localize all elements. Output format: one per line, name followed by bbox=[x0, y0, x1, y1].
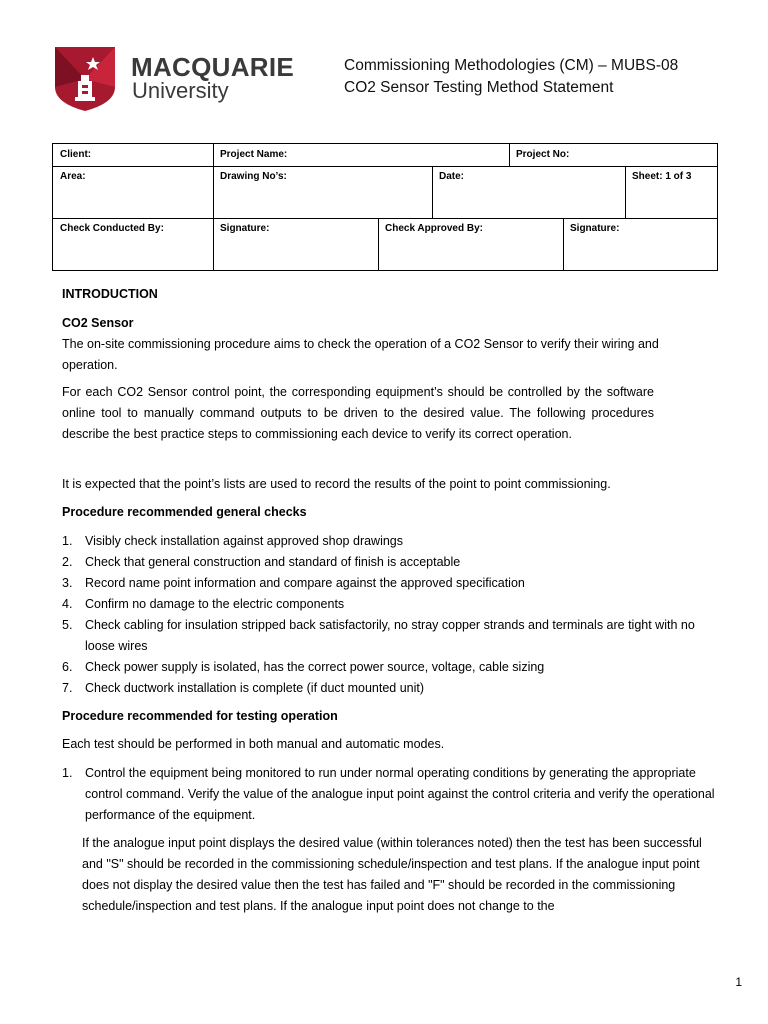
page-number: 1 bbox=[735, 975, 742, 989]
intro-paragraph: The on-site commissioning procedure aims to check the operation of a CO2 Sensor to verify their wiring and operation. bbox=[62, 337, 659, 372]
list-number: 7. bbox=[62, 681, 73, 695]
list-text: Visibly check installation against approved shop drawings bbox=[85, 534, 404, 548]
list-item bbox=[62, 531, 717, 552]
signature-label: Signature: bbox=[570, 223, 620, 234]
list-text: Record name point information and compare against the approved specification bbox=[85, 576, 525, 590]
list-number: 2. bbox=[62, 555, 73, 569]
macquarie-shield-icon bbox=[55, 47, 115, 111]
check-approved-by-label: Check Approved By: bbox=[385, 223, 483, 234]
co2-sensor-heading: CO2 Sensor bbox=[62, 316, 134, 330]
document-title bbox=[344, 55, 678, 99]
list-number: 6. bbox=[62, 660, 73, 674]
general-checks-heading: Procedure recommended general checks bbox=[62, 505, 307, 519]
list-text: Control the equipment being monitored to run under normal operating conditions by generating the appropriate control command. Verify the value of the analogue input point against the control criteria and verify the operational performance of the equipment. bbox=[85, 766, 715, 822]
project-no-label: Project No: bbox=[516, 149, 570, 160]
logo-wordmark: MACQUARIE bbox=[131, 52, 295, 82]
drawing-nos-label: Drawing No’s: bbox=[220, 171, 287, 182]
list-item bbox=[62, 763, 717, 826]
document-title-line2: CO2 Sensor Testing Method Statement bbox=[344, 79, 614, 96]
list-item bbox=[62, 657, 717, 678]
list-number: 5. bbox=[62, 618, 73, 632]
testing-operation-heading: Procedure recommended for testing operation bbox=[62, 709, 338, 723]
table-divider bbox=[53, 166, 717, 167]
area-label: Area: bbox=[60, 171, 86, 182]
introduction-heading: INTRODUCTION bbox=[62, 287, 158, 301]
list-item bbox=[62, 552, 717, 573]
header-info-table bbox=[52, 143, 718, 271]
intro-paragraph: For each CO2 Sensor control point, the corresponding equipment’s should be controlled by the software online tool to manually command outputs to be driven to the desired value. The following procedures describe the best practice steps to commissioning each device to verify its correct operation. bbox=[62, 385, 654, 441]
list-number: 1. bbox=[62, 534, 73, 548]
list-item bbox=[62, 615, 717, 657]
list-text: Check power supply is isolated, has the correct power source, voltage, cable sizing bbox=[85, 660, 545, 674]
client-label: Client: bbox=[60, 149, 92, 160]
date-label: Date: bbox=[439, 171, 465, 182]
testing-result-paragraph: If the analogue input point displays the desired value (within tolerances noted) then the test has been successful and "S" should be recorded in the commissioning schedule/inspection and test plans. If the analogue input point does not display the desired value then the test has failed and "F" should be recorded in the commissioning schedule/inspection and test plans. If the analogue input point does not change to the bbox=[82, 836, 702, 913]
document-title-line1: Commissioning Methodologies (CM) – MUBS-08 bbox=[344, 57, 679, 74]
list-text: Check ductwork installation is complete (if duct mounted unit) bbox=[85, 681, 425, 695]
logo-subwordmark: University bbox=[132, 78, 229, 103]
list-text: Check that general construction and standard of finish is acceptable bbox=[85, 555, 461, 569]
list-text: Confirm no damage to the electric components bbox=[85, 597, 345, 611]
list-item bbox=[62, 678, 717, 699]
list-number: 1. bbox=[62, 766, 73, 780]
university-logo bbox=[55, 47, 295, 111]
sheet-label: Sheet: 1 of 3 bbox=[632, 171, 692, 182]
list-item bbox=[62, 573, 717, 594]
list-number: 3. bbox=[62, 576, 73, 590]
list-item bbox=[62, 594, 717, 615]
signature-label: Signature: bbox=[220, 223, 270, 234]
testing-intro-paragraph: Each test should be performed in both manual and automatic modes. bbox=[62, 737, 445, 751]
list-number: 4. bbox=[62, 597, 73, 611]
list-text: Check cabling for insulation stripped back satisfactorily, no stray copper strands and terminals are tight with no loose wires bbox=[85, 618, 695, 653]
intro-paragraph: It is expected that the point’s lists are used to record the results of the point to point commissioning. bbox=[62, 477, 611, 491]
check-conducted-by-label: Check Conducted By: bbox=[60, 223, 164, 234]
project-name-label: Project Name: bbox=[220, 149, 288, 160]
